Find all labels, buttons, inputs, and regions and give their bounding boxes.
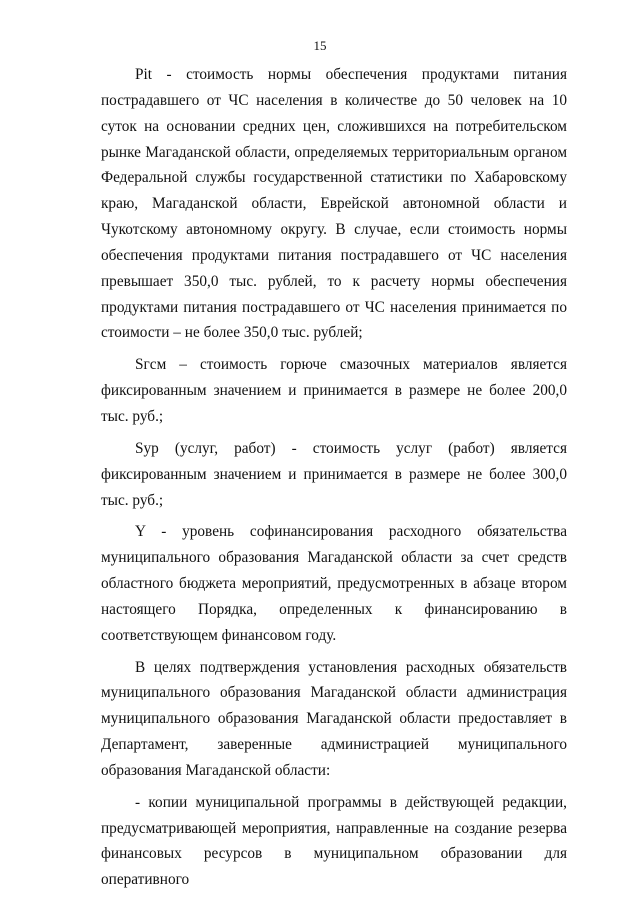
page-number: 15: [313, 38, 327, 53]
document-body: [101, 62, 567, 899]
paragraph-sgsm-definition: Sгсм – стоимость горюче смазочных материалов является фиксированным значением и принимается в размере не более 200,0 тыс. руб.;: [101, 356, 567, 425]
paragraph-sur-definition: Sур (услуг, работ) - стоимость услуг (работ) является фиксированным значением и принимается в размере не более 300,0 тыс. руб.;: [101, 439, 567, 509]
paragraph-program-copies: - копии муниципальной программы в действующей редакции, предусматривающей мероприятия, направленные на создание резерва финансовых ресурсов в муниципальном образовании для оперативного: [101, 793, 567, 889]
paragraph-pit-definition: Pit - стоимость нормы обеспечения продуктами питания пострадавшего от ЧС населения в количестве до 50 человек на 10 суток на основании средних цен, сложившихся на потребительском рынке Магаданской области, определяемых территориальным органом Федеральной службы государственной статистики по Хабаровскому краю, Магаданской области, Еврейской автономной области и Чукотскому автономному округу. В случае, если стоимость нормы обеспечения продуктами питания пострадавшего от ЧС населения превышает 350,0 тыс. рублей, то к расчету нормы обеспечения продуктами питания пострадавшего от ЧС населения принимается по стоимости – не более 350,0 тыс. рублей;: [101, 66, 567, 342]
paragraph-y-definition: Y - уровень софинансирования расходного обязательства муниципального образования Магаданской области за счет средств областного бюджета мероприятий, предусмотренных в абзаце втором настоящего Порядка, определенных к финансированию в соответствующем финансовом году.: [101, 523, 567, 644]
paragraph-confirmation-requirements: В целях подтверждения установления расходных обязательств муниципального образования Магаданской области администрация муниципального образования Магаданской области предоставляет в Департамент, заверенные администрацией муниципального образования Магаданской области:: [101, 658, 567, 779]
